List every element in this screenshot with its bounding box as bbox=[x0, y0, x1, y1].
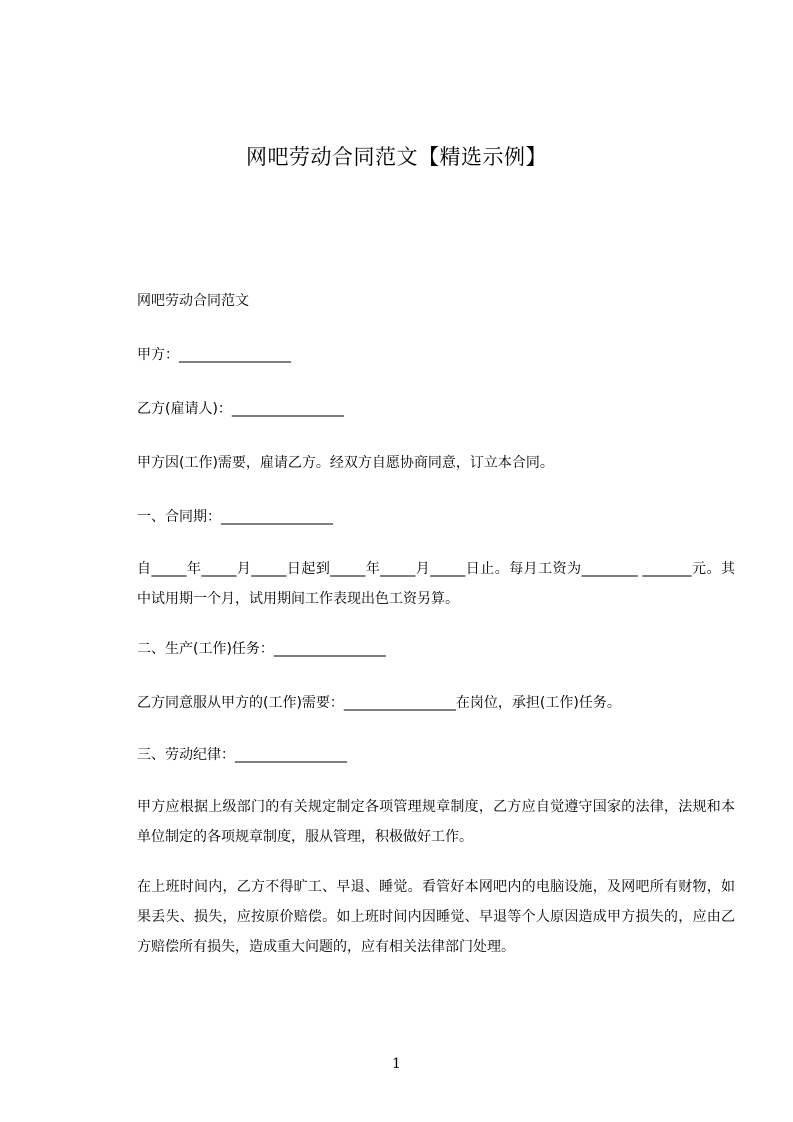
section-labor-discipline: 三、劳动纪律：________________ bbox=[137, 747, 347, 763]
section-work-tasks: 二、生产(工作)任务：________________ bbox=[137, 641, 386, 657]
paragraph-intro: 甲方因(工作)需要，雇请乙方。经双方自愿协商同意，订立本合同。 bbox=[137, 455, 554, 471]
section-contract-term: 一、合同期：________________ bbox=[137, 509, 333, 525]
paragraph-work-hours: 在上班时间内，乙方不得旷工、早退、睡觉。看管好本网吧内的电脑设施，及网吧所有财物，如果丢失、损失，应按原价赔偿。如上班时间内因睡觉、早退等个人原因造成甲方损失的，应由乙方赔偿所有损失，造成重大问题的，应有相关法律部门处理。 bbox=[137, 879, 735, 955]
paragraph-party-b: 乙方(雇请人)：________________ bbox=[137, 401, 344, 417]
paragraph-work-tasks: 乙方同意服从甲方的(工作)需要：________________在岗位，承担(工作)任务。 bbox=[137, 695, 621, 711]
page-number: 1 bbox=[392, 1056, 401, 1072]
document-title: 网吧劳动合同范文【精选示例】 bbox=[246, 145, 547, 169]
paragraph-party-a: 甲方：________________ bbox=[137, 347, 291, 363]
paragraph-discipline-rules: 甲方应根据上级部门的有关规定制定各项管理规章制度，乙方应自觉遵守国家的法律，法规和本单位制定的各项规章制度，服从管理，积极做好工作。 bbox=[137, 799, 735, 845]
paragraph-term-details: 自_____年_____月_____日起到_____年_____月_____日止。每月工资为________ _______元。其中试用期一个月，试用期间工作表现出色工资另算。 bbox=[137, 561, 735, 607]
paragraph-subtitle: 网吧劳动合同范文 bbox=[137, 293, 249, 309]
